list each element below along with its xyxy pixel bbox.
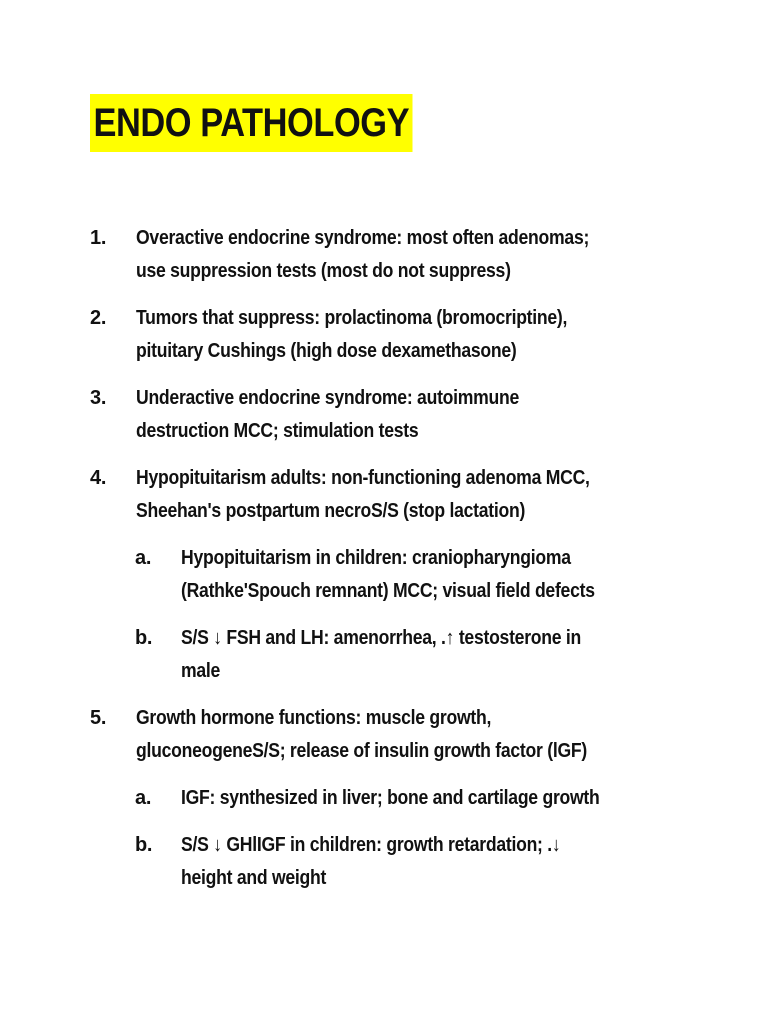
list-item-text <box>181 542 768 608</box>
list-item-line: height and weight <box>181 867 327 889</box>
list-item-line: IGF: synthesized in liver; bone and cartilage growth <box>181 787 600 809</box>
sub-list-item-4a <box>135 542 768 608</box>
list-item-text <box>136 462 768 528</box>
list-item-text <box>181 829 768 895</box>
list-item-5 <box>90 702 768 768</box>
list-item-line: Hypopituitarism adults: non-functioning adenoma MCC, <box>136 467 590 489</box>
spacer <box>0 528 768 542</box>
list-item-line: S/S ↓ FSH and LH: amenorrhea, .↑ testosterone in <box>181 627 582 649</box>
list-item-line: Growth hormone functions: muscle growth, <box>136 707 492 729</box>
list-item-line: male <box>181 660 221 682</box>
list-item-line: (Rathke'Spouch remnant) MCC; visual field defects <box>181 580 595 602</box>
list-item-marker: b. <box>135 834 153 856</box>
page-title: ENDO PATHOLOGY <box>90 94 413 152</box>
list-item-marker: a. <box>135 787 152 809</box>
list-item-text <box>136 302 768 368</box>
spacer <box>0 368 768 382</box>
list-item-marker: 4. <box>90 467 107 489</box>
list-item-line: S/S ↓ GHlIGF in children: growth retardation; .↓ <box>181 834 561 856</box>
list-item-line: gluconeogeneS/S; release of insulin growth factor (lGF) <box>136 740 587 762</box>
list-item-line: Tumors that suppress: prolactinoma (bromocriptine), <box>136 307 568 329</box>
spacer <box>0 608 768 622</box>
list-item-2 <box>90 302 768 368</box>
spacer <box>0 768 768 782</box>
list-item-line: pituitary Cushings (high dose dexamethasone) <box>136 340 517 362</box>
list-item-marker: a. <box>135 547 152 569</box>
list-item-text <box>136 222 768 288</box>
sub-list-item-5a <box>135 782 768 815</box>
list-item-marker: b. <box>135 627 153 649</box>
list-item-3 <box>90 382 768 448</box>
spacer <box>0 288 768 302</box>
list-item-line: destruction MCC; stimulation tests <box>136 420 419 442</box>
spacer <box>0 815 768 829</box>
list-item-text <box>181 782 768 815</box>
list-item-line: use suppression tests (most do not suppress) <box>136 260 511 282</box>
list-item-line: Underactive endocrine syndrome: autoimmune <box>136 387 520 409</box>
spacer <box>0 688 768 702</box>
sub-list-item-5b <box>135 829 768 895</box>
list-item-text <box>136 702 768 768</box>
list-item-marker: 1. <box>90 227 107 249</box>
list-item-4 <box>90 462 768 528</box>
list-item-text <box>181 622 768 688</box>
list-item-marker: 5. <box>90 707 107 729</box>
spacer <box>0 448 768 462</box>
list-item-line: Overactive endocrine syndrome: most often adenomas; <box>136 227 590 249</box>
list-item-line: Hypopituitarism in children: craniopharyngioma <box>181 547 571 569</box>
list-item-marker: 2. <box>90 307 107 329</box>
sub-list-item-4b <box>135 622 768 688</box>
list-item-text <box>136 382 768 448</box>
outline-list <box>0 222 768 895</box>
list-item-line: Sheehan's postpartum necroS/S (stop lactation) <box>136 500 526 522</box>
list-item-1 <box>90 222 768 288</box>
list-item-marker: 3. <box>90 387 107 409</box>
